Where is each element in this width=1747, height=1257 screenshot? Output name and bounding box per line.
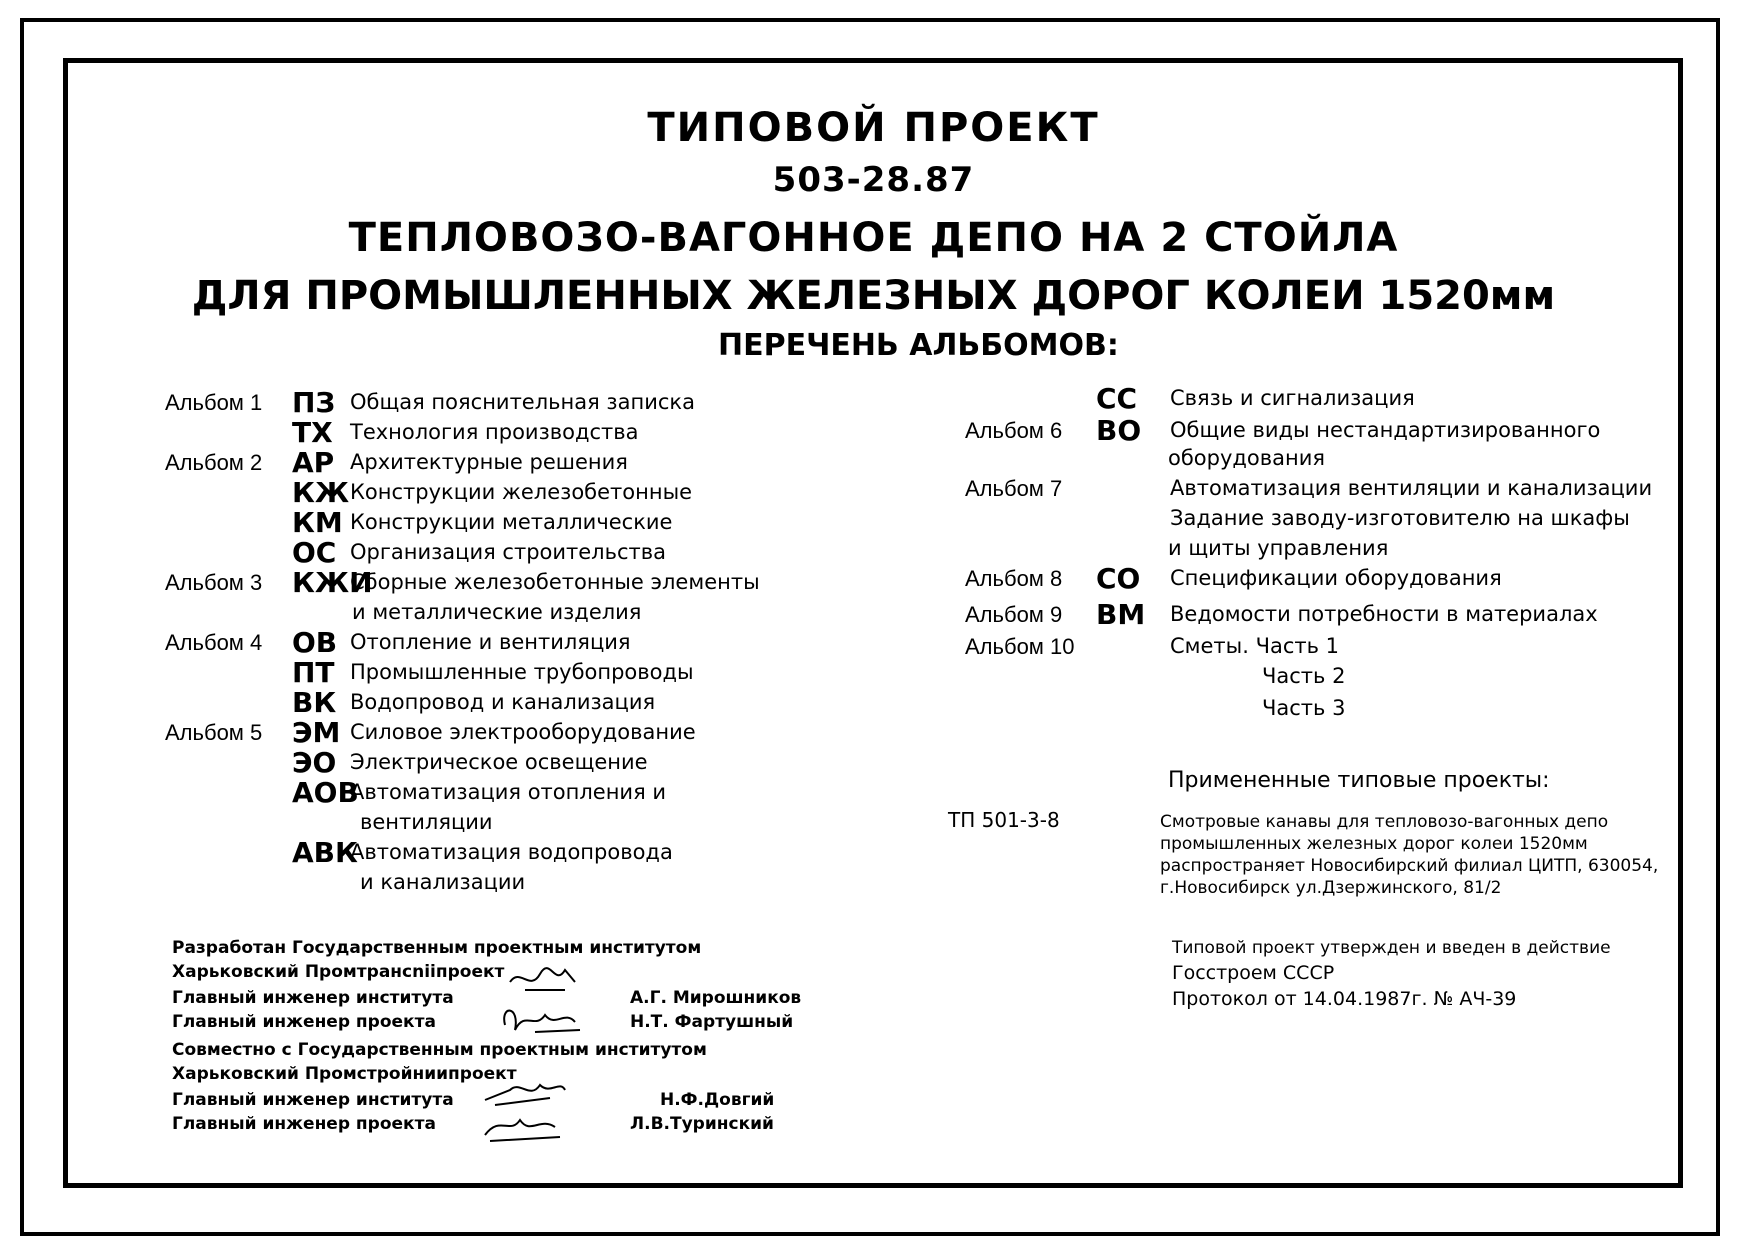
album-description: Сметы. Часть 1 [1170, 634, 1340, 658]
applied-line-1: Смотровые канавы для тепловозо-вагонных депо [1160, 812, 1609, 832]
album-description: Автоматизация отопления и [350, 780, 667, 804]
album-description: и металлические изделия [352, 600, 642, 624]
album-description: и щиты управления [1168, 536, 1389, 560]
album-description: Общая пояснительная записка [350, 390, 695, 414]
album-description: Общие виды нестандартизированного [1170, 418, 1601, 442]
album-code: ВК [292, 686, 337, 719]
album-description: Технология производства [350, 420, 639, 444]
name-4: Л.В.Туринский [630, 1114, 774, 1134]
name-3: Н.Ф.Довгий [660, 1090, 775, 1110]
album-code: ПТ [292, 656, 335, 689]
album-code: АОВ [292, 776, 359, 809]
role-4: Главный инженер проекта [172, 1114, 436, 1134]
album-description: Часть 2 [1262, 664, 1346, 688]
album-description: оборудования [1168, 446, 1326, 470]
album-description: Организация строительства [350, 540, 667, 564]
album-description: Автоматизация водопровода [350, 840, 673, 864]
album-code: КЖ [292, 476, 350, 509]
album-label: Альбом 8 [965, 566, 1063, 591]
approval-line-3: Протокол от 14.04.1987г. № АЧ-39 [1172, 988, 1517, 1010]
album-description: Электрическое освещение [350, 750, 648, 774]
album-description: Архитектурные решения [350, 450, 628, 474]
album-description: Силовое электрооборудование [350, 720, 696, 744]
applied-line-2: промышленных железных дорог колеи 1520мм [1160, 834, 1588, 854]
signature-3 [480, 1070, 570, 1110]
album-code: ОВ [292, 626, 338, 659]
album-description: Сборные железобетонные элементы [350, 570, 760, 594]
album-description: Часть 3 [1262, 696, 1346, 720]
album-description: Спецификации оборудования [1170, 566, 1502, 590]
album-code: ЭО [292, 746, 337, 779]
album-code: ВО [1096, 414, 1142, 447]
project-subtitle: ДЛЯ ПРОМЫШЛЕННЫХ ЖЕЛЕЗНЫХ ДОРОГ КОЛЕИ 1520мм [191, 273, 1556, 319]
album-code: СС [1096, 382, 1138, 415]
role-1: Главный инженер института [172, 988, 454, 1008]
role-2: Главный инженер проекта [172, 1012, 436, 1032]
album-label: Альбом 1 [165, 390, 263, 415]
approval-line-2: Госстроем СССР [1172, 962, 1335, 984]
album-label: Альбом 3 [165, 570, 263, 595]
album-code: КМ [292, 506, 343, 539]
applied-code: ТП 501-3-8 [948, 808, 1060, 832]
album-code: АР [292, 446, 335, 479]
album-list-heading: ПЕРЕЧЕНЬ АЛЬБОМОВ: [718, 328, 1119, 363]
role-3: Главный инженер института [172, 1090, 454, 1110]
album-description: Отопление и вентиляция [350, 630, 631, 654]
album-code: ПЗ [292, 386, 336, 419]
album-description: Ведомости потребности в материалах [1170, 602, 1598, 626]
name-1: А.Г. Мирошников [630, 988, 802, 1008]
album-description: Связь и сигнализация [1170, 386, 1415, 410]
album-label: Альбом 6 [965, 418, 1063, 443]
album-code: ОС [292, 536, 337, 569]
approval-line-1: Типовой проект утвержден и введен в действие [1172, 938, 1611, 958]
applied-line-4: г.Новосибирск ул.Дзержинского, 81/2 [1160, 878, 1502, 898]
album-label: Альбом 10 [965, 634, 1075, 659]
signature-4 [480, 1105, 570, 1145]
album-label: Альбом 7 [965, 476, 1063, 501]
album-description: Конструкции металлические [350, 510, 673, 534]
project-number: 503-28.87 [772, 160, 975, 200]
name-2: Н.Т. Фартушный [630, 1012, 794, 1032]
signature-2 [495, 1000, 585, 1040]
album-code: ВМ [1096, 598, 1146, 631]
album-description: и канализации [360, 870, 526, 894]
applied-title: Примененные типовые проекты: [1168, 768, 1550, 793]
album-label: Альбом 5 [165, 720, 263, 745]
album-description: Задание заводу-изготовителю на шкафы [1170, 506, 1630, 530]
album-description: Автоматизация вентиляции и канализации [1170, 476, 1653, 500]
album-label: Альбом 2 [165, 450, 263, 475]
album-description: Промышленные трубопроводы [350, 660, 694, 684]
applied-line-3: распространяет Новосибирский филиал ЦИТП, 630054, [1160, 856, 1659, 876]
album-description: Водопровод и канализация [350, 690, 656, 714]
album-label: Альбом 9 [965, 602, 1063, 627]
album-code: ТХ [292, 416, 333, 449]
org1-line-1: Разработан Государственным проектным институтом [172, 938, 702, 958]
header-title: ТИПОВОЙ ПРОЕКТ [647, 105, 1100, 151]
album-code: КЖИ [292, 566, 373, 599]
album-label: Альбом 4 [165, 630, 263, 655]
org1-line-2: Харьковский Промтрансniiпроект [172, 962, 505, 982]
project-name: ТЕПЛОВОЗО-ВАГОННОЕ ДЕПО НА 2 СТОЙЛА [348, 215, 1399, 261]
album-description: вентиляции [360, 810, 493, 834]
signature-1 [505, 962, 585, 1002]
org2-line-1: Совместно с Государственным проектным институтом [172, 1040, 707, 1060]
album-code: АВК [292, 836, 358, 869]
album-description: Конструкции железобетонные [350, 480, 693, 504]
org2-line-2: Харьковский Промстройниипроект [172, 1064, 517, 1084]
album-code: СО [1096, 562, 1141, 595]
album-code: ЭМ [292, 716, 341, 749]
